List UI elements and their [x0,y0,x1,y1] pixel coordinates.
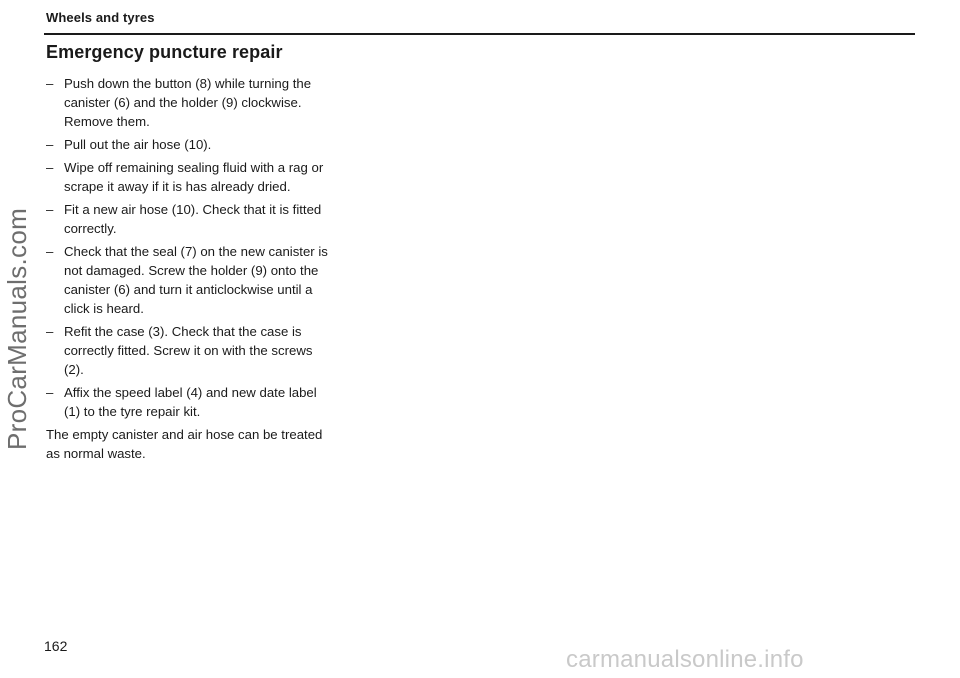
bullet-dash: – [46,244,54,259]
step-text: Push down the button (8) while turning the canister (6) and the holder (9) clockwise. Remove them. [64,76,312,129]
header-divider [44,33,915,35]
bullet-dash: – [46,137,54,152]
list-item [46,322,331,379]
step-text: Wipe off remaining sealing fluid with a rag or scrape it away if it is has already dried. [64,160,324,194]
bullet-dash: – [46,76,54,91]
page-header: Wheels and tyres [46,10,155,25]
step-text: Fit a new air hose (10). Check that it is fitted correctly. [64,202,322,236]
content-column [46,74,331,463]
bullet-dash: – [46,324,54,339]
step-text: Affix the speed label (4) and new date label (1) to the tyre repair kit. [64,385,317,419]
list-item [46,74,331,131]
step-text: Pull out the air hose (10). [64,137,212,152]
list-item [46,383,331,421]
watermark-vertical: ProCarManuals.com [2,207,32,450]
disposal-note: The empty canister and air hose can be treated as normal waste. [46,427,323,461]
list-item [46,135,331,154]
bullet-dash: – [46,160,54,175]
bullet-dash: – [46,385,54,400]
page-number: 162 [44,638,68,654]
step-text: Check that the seal (7) on the new canister is not damaged. Screw the holder (9) onto the canister (6) and turn it anticlockwise until a click is heard. [64,244,328,316]
list-item [46,200,331,238]
watermark-bottom: carmanualsonline.info [566,646,804,673]
list-item [46,242,331,318]
step-list [46,74,331,421]
bullet-dash: – [46,202,54,217]
step-text: Refit the case (3). Check that the case is correctly fitted. Screw it on with the screws (2). [64,324,313,377]
section-title: Emergency puncture repair [46,42,283,62]
list-item [46,158,331,196]
